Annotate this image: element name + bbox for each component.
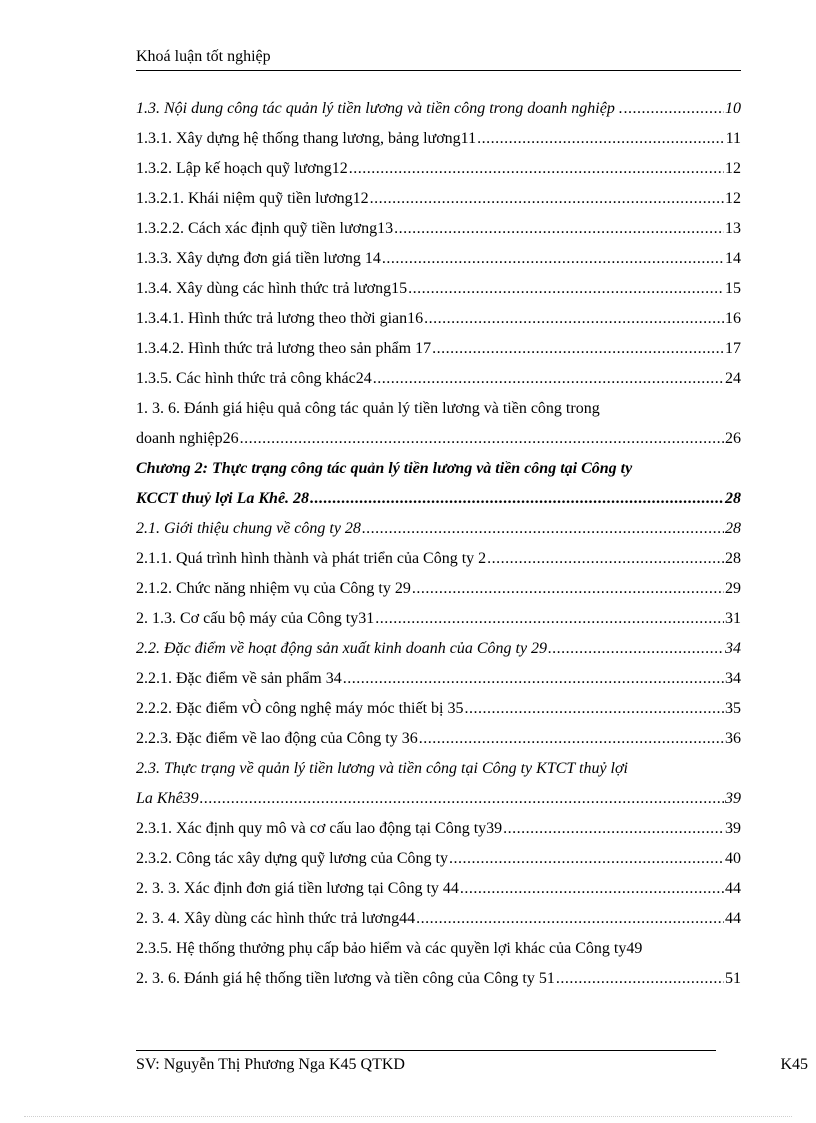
toc-entry-title: doanh nghiệp26	[136, 430, 239, 447]
toc-entry-title: 1. 3. 6. Đánh giá hiệu quả công tác quản lý tiền lương và tiền công trong	[136, 400, 600, 417]
toc-entry-title: 2. 1.3. Cơ cấu bộ máy của Công ty31	[136, 610, 375, 627]
toc-entry-page: 35	[725, 700, 741, 717]
toc-leader-dots	[464, 694, 724, 724]
toc-leader-dots	[310, 484, 724, 514]
toc-entry[interactable]	[136, 784, 741, 814]
toc-entry[interactable]	[136, 334, 741, 364]
toc-leader-dots	[424, 304, 724, 334]
toc-leader-dots	[394, 214, 724, 244]
toc-entry-page: 10	[725, 100, 741, 117]
toc-entry[interactable]	[136, 904, 741, 934]
toc-entry-title: 2.3.2. Công tác xây dựng quỹ lương của Công ty	[136, 850, 448, 867]
toc-entry-page: 14	[725, 250, 741, 267]
toc-leader-dots	[548, 634, 724, 664]
toc-entry[interactable]	[136, 244, 741, 274]
toc-leader-dots	[460, 874, 724, 904]
toc-entry-page: 26	[725, 430, 741, 447]
footer-student: SV: Nguyễn Thị Phương Nga K45 QTKD	[136, 1056, 405, 1073]
toc-entry[interactable]	[136, 514, 741, 544]
toc-entry-title: 1.3.2.1. Khái niệm quỹ tiền lương12	[136, 190, 369, 207]
toc-entry[interactable]	[136, 694, 741, 724]
toc-entry-page: 39	[725, 790, 741, 807]
toc-entry[interactable]	[136, 664, 741, 694]
toc-entry-title: 2.1.2. Chức năng nhiệm vụ của Công ty 29	[136, 580, 411, 597]
toc-entry[interactable]	[136, 154, 741, 184]
toc-entry-title: 1.3.2. Lập kế hoạch quỹ lương12	[136, 160, 348, 177]
toc-entry-title: 2.1. Giới thiệu chung về công ty 28	[136, 520, 361, 537]
toc-entry[interactable]	[136, 724, 741, 754]
toc-entry[interactable]	[136, 754, 741, 784]
toc-entry[interactable]	[136, 574, 741, 604]
toc-entry-title: 2.3. Thực trạng về quản lý tiền lương và tiền công tại Công ty KTCT thuỷ lợi	[136, 760, 628, 777]
toc-leader-dots	[349, 154, 724, 184]
toc-leader-dots	[624, 94, 724, 124]
toc-entry[interactable]	[136, 364, 741, 394]
toc-entry[interactable]	[136, 424, 741, 454]
toc-entry[interactable]	[136, 94, 741, 124]
toc-entry-title: 2.2.3. Đặc điểm về lao động của Công ty 36	[136, 730, 418, 747]
footer-class: K45	[780, 1056, 808, 1073]
toc-entry-title: 2.2. Đặc điểm về hoạt động sản xuất kinh doanh của Công ty 29	[136, 640, 548, 657]
toc-entry-page: 40	[725, 850, 741, 867]
toc-entry-page: 24	[725, 370, 741, 387]
toc-leader-dots	[375, 604, 724, 634]
toc-entry[interactable]	[136, 124, 741, 154]
toc-entry-title: 1.3.3. Xây dựng đơn giá tiền lương 14	[136, 250, 381, 267]
toc-entry-page: 15	[725, 280, 741, 297]
toc-entry-page: 16	[725, 310, 741, 327]
toc-entry[interactable]	[136, 304, 741, 334]
toc-entry-title: 1.3.4.1. Hình thức trả lương theo thời gian16	[136, 310, 424, 327]
toc-entry-title: La Khê39	[136, 790, 199, 807]
toc-entry-title: 1.3. Nội dung công tác quản lý tiền lương và tiền công trong doanh nghiệp .	[136, 100, 623, 117]
toc-entry-title: 1.3.5. Các hình thức trả công khác24	[136, 370, 372, 387]
toc-entry[interactable]	[136, 634, 741, 664]
toc-leader-dots	[373, 364, 724, 394]
toc-entry-title: 2. 3. 6. Đánh giá hệ thống tiền lương và tiền công của Công ty 51	[136, 970, 555, 987]
toc-entry-page: 34	[725, 670, 741, 687]
toc-entry[interactable]	[136, 484, 741, 514]
toc-entry-page: 29	[725, 580, 741, 597]
toc-entry-page: 12	[725, 190, 741, 207]
page-header	[136, 48, 741, 71]
toc-entry[interactable]	[136, 394, 741, 424]
toc-leader-dots	[343, 664, 724, 694]
toc-entry-title: 1.3.1. Xây dựng hệ thống thang lương, bảng lương11	[136, 130, 477, 147]
toc-entry[interactable]	[136, 604, 741, 634]
toc-entry[interactable]	[136, 874, 741, 904]
toc-leader-dots	[416, 904, 724, 934]
toc-entry[interactable]	[136, 544, 741, 574]
toc-entry-page: 28	[725, 490, 741, 507]
toc-entry[interactable]	[136, 964, 741, 994]
toc-leader-dots	[362, 514, 724, 544]
toc-entry-title: KCCT thuỷ lợi La Khê. 28	[136, 490, 310, 507]
toc-entry-page: 11	[725, 130, 741, 147]
toc-entry[interactable]	[136, 214, 741, 244]
toc-entry-page: 44	[725, 880, 741, 897]
toc-leader-dots	[412, 574, 724, 604]
toc-entry[interactable]	[136, 454, 741, 484]
toc-entry[interactable]	[136, 844, 741, 874]
toc-entry-title: 2.2.2. Đặc điểm vÒ công nghệ máy móc thiết bị 35	[136, 700, 464, 717]
toc-entry-title: 2. 3. 3. Xác định đơn giá tiền lương tại Công ty 44	[136, 880, 459, 897]
toc-entry-title: 1.3.4. Xây dùng các hình thức trả lương15	[136, 280, 408, 297]
toc-entry-title: 2.3.1. Xác định quy mô và cơ cấu lao động tại Công ty39	[136, 820, 503, 837]
toc-entry[interactable]	[136, 184, 741, 214]
toc-entry-page: 36	[725, 730, 741, 747]
toc-entry-title: 2.1.1. Quá trình hình thành và phát triển của Công ty 2	[136, 550, 487, 567]
toc-entry-title: 2. 3. 4. Xây dùng các hình thức trả lương44	[136, 910, 416, 927]
page-footer	[136, 1056, 808, 1074]
toc-entry-title: 2.3.5. Hệ thống thưởng phụ cấp bảo hiểm và các quyền lợi khác của Công ty49	[136, 940, 643, 957]
toc-entry-page: 39	[725, 820, 741, 837]
toc-entry-title: 1.3.4.2. Hình thức trả lương theo sản phẩm 17	[136, 340, 432, 357]
toc-entry-page: 34	[725, 640, 741, 657]
toc-entry-page: 51	[725, 970, 741, 987]
toc-leader-dots	[240, 424, 724, 454]
toc-leader-dots	[477, 124, 725, 154]
toc-entry-title: 1.3.2.2. Cách xác định quỹ tiền lương13	[136, 220, 394, 237]
toc-entry-page: 12	[725, 160, 741, 177]
table-of-contents	[136, 94, 741, 994]
toc-leader-dots	[370, 184, 724, 214]
toc-leader-dots	[432, 334, 724, 364]
toc-leader-dots	[200, 784, 724, 814]
toc-entry[interactable]	[136, 274, 741, 304]
toc-entry[interactable]	[136, 814, 741, 844]
toc-leader-dots	[382, 244, 724, 274]
header-title: Khoá luận tốt nghiệp	[136, 48, 271, 65]
toc-leader-dots	[487, 544, 724, 574]
toc-entry-page: 44	[725, 910, 741, 927]
toc-entry-page: 31	[725, 610, 741, 627]
toc-entry-page: 17	[725, 340, 741, 357]
toc-leader-dots	[419, 724, 724, 754]
toc-entry-page: 28	[725, 520, 741, 537]
toc-entry-title: 2.2.1. Đặc điểm về sản phẩm 34	[136, 670, 342, 687]
toc-leader-dots	[556, 964, 724, 994]
toc-leader-dots	[449, 844, 724, 874]
footer-rule	[136, 1050, 716, 1051]
toc-entry-page: 28	[725, 550, 741, 567]
toc-entry-page: 13	[725, 220, 741, 237]
toc-leader-dots	[503, 814, 724, 844]
toc-entry[interactable]	[136, 934, 741, 964]
toc-leader-dots	[408, 274, 724, 304]
toc-entry-title: Chương 2: Thực trạng công tác quản lý tiền lương và tiền công tại Công ty	[136, 460, 633, 477]
bottom-divider	[24, 1116, 792, 1117]
